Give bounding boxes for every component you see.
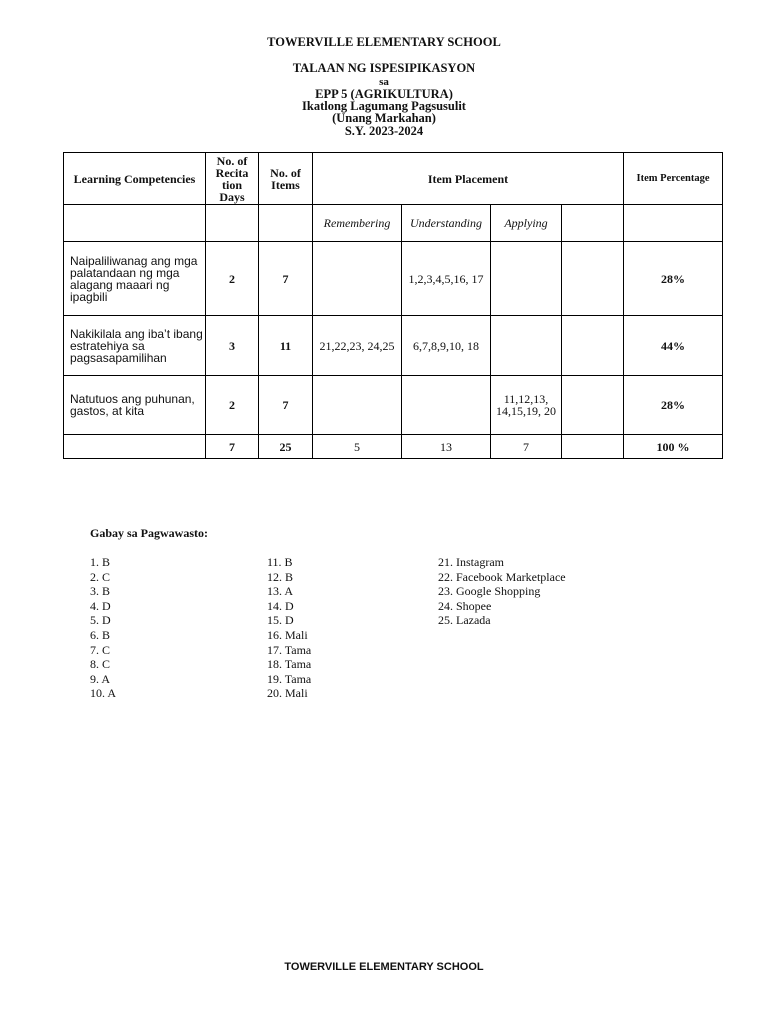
answer-key-item: 18. Tama [267, 657, 312, 672]
answer-key-item: 6. B [90, 627, 111, 642]
total-applying-cell: 7 [491, 435, 562, 459]
percentage-cell: 44% [624, 316, 723, 376]
subheader-understanding: Understanding [402, 205, 491, 242]
subheader-empty [64, 205, 206, 242]
extra-cell [562, 376, 624, 435]
answer-key-item: 9. A [90, 671, 111, 686]
days-cell: 2 [206, 376, 259, 435]
extra-cell [562, 316, 624, 376]
items-cell: 7 [259, 376, 313, 435]
extra-cell [562, 242, 624, 316]
total-percentage-cell: 100 % [624, 435, 723, 459]
subheader-extra [562, 205, 624, 242]
answer-key-column-3 [438, 555, 566, 628]
answer-key-item: 11. B [267, 555, 293, 569]
subheader-empty [206, 205, 259, 242]
answer-key-item: 13. A [267, 584, 294, 599]
answer-key-item: 20. Mali [267, 686, 308, 701]
remembering-cell [313, 242, 402, 316]
answer-key-item: 2. C [90, 569, 111, 584]
answer-key-item: 1. B [90, 555, 111, 569]
table-row [64, 242, 723, 316]
answer-key-item: 21. Instagram [438, 555, 504, 569]
header-days: No. of Recita tion Days [206, 153, 259, 205]
school-name: TOWERVILLE ELEMENTARY SCHOOL [267, 35, 501, 49]
footer-school-name: TOWERVILLE ELEMENTARY SCHOOL [284, 961, 484, 973]
competency-cell: Nakikilala ang iba’t ibang estratehiya sa pagsasapamilihan [64, 316, 206, 376]
understanding-cell: 6,7,8,9,10, 18 [402, 316, 491, 376]
answer-key-item: 10. A [90, 686, 117, 701]
answer-key-item: 15. D [267, 613, 294, 628]
exam-title: Ikatlong Lagumang Pagsusulit [302, 99, 466, 113]
subheader-empty [624, 205, 723, 242]
total-items-cell: 25 [259, 435, 313, 459]
answer-key-title: Gabay sa Pagwawasto: [90, 526, 209, 540]
subject-title: EPP 5 (AGRIKULTURA) [315, 87, 453, 101]
remembering-cell [313, 376, 402, 435]
items-cell: 11 [259, 316, 313, 376]
remembering-cell: 21,22,23, 24,25 [313, 316, 402, 376]
answer-key-item: 19. Tama [267, 671, 312, 686]
answer-key-item: 23. Google Shopping [438, 584, 541, 599]
answer-key-column-2 [267, 555, 311, 701]
total-days-cell: 7 [206, 435, 259, 459]
school-year: S.Y. 2023-2024 [344, 124, 424, 138]
answer-key-item: 4. D [90, 598, 111, 613]
total-understanding-cell: 13 [402, 435, 491, 459]
specification-table [63, 152, 723, 459]
answer-key-item: 8. C [90, 657, 111, 672]
answer-key-item: 3. B [90, 584, 111, 599]
total-label-cell [64, 435, 206, 459]
percentage-cell: 28% [624, 242, 723, 316]
subheader-remembering: Remembering [313, 205, 402, 242]
answer-key-item: 5. D [90, 613, 111, 628]
header-percentage: Item Percentage [624, 153, 723, 205]
applying-cell [491, 316, 562, 376]
applying-cell [491, 242, 562, 316]
understanding-cell: 1,2,3,4,5,16, 17 [402, 242, 491, 316]
competency-cell: Naipaliliwanag ang mga palatandaan ng mga alagang maaari ng ipagbili [64, 242, 206, 316]
title-connector: sa [379, 76, 389, 88]
answer-key-item: 12. B [267, 569, 294, 584]
table-row [64, 316, 723, 376]
competency-cell: Natutuos ang puhunan, gastos, at kita [64, 376, 206, 435]
header-placement: Item Placement [313, 153, 624, 205]
total-extra-cell [562, 435, 624, 459]
answer-key-column-1 [90, 555, 116, 701]
answer-key-item: 25. Lazada [438, 613, 491, 628]
items-cell: 7 [259, 242, 313, 316]
answer-key-item: 16. Mali [267, 627, 308, 642]
document-title: TALAAN NG ISPESIPIKASYON [292, 61, 476, 75]
answer-key-item: 24. Shopee [438, 598, 492, 613]
percentage-cell: 28% [624, 376, 723, 435]
understanding-cell [402, 376, 491, 435]
table-header-row [64, 153, 723, 205]
total-remembering-cell: 5 [313, 435, 402, 459]
subheader-applying: Applying [491, 205, 562, 242]
answer-key-item: 14. D [267, 598, 294, 613]
days-cell: 3 [206, 316, 259, 376]
subheader-empty [259, 205, 313, 242]
days-cell: 2 [206, 242, 259, 316]
table-subheader-row [64, 205, 723, 242]
table-row [64, 376, 723, 435]
applying-cell: 11,12,13, 14,15,19, 20 [491, 376, 562, 435]
answer-key-item: 17. Tama [267, 642, 312, 657]
answer-key-item: 7. C [90, 642, 111, 657]
quarter-title: (Unang Markahan) [332, 111, 436, 125]
header-items: No. of Items [259, 153, 313, 205]
header-competencies: Learning Competencies [64, 153, 206, 205]
answer-key-item: 22. Facebook Marketplace [438, 569, 566, 584]
table-total-row [64, 435, 723, 459]
